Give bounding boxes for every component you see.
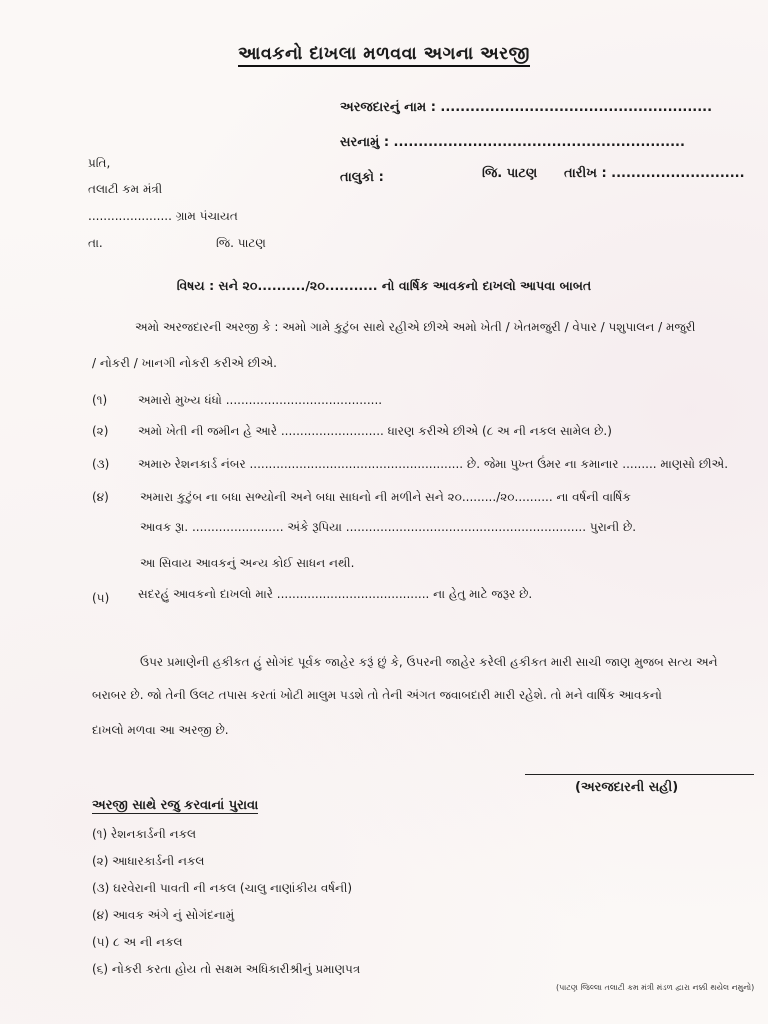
- item-text: સદરહું આવકનો દાખલો મારે ........................................ ના હેતુ માટે જરૂર છે.: [138, 587, 533, 601]
- item-text: અમારુ રેશનકાર્ડ નંબર ........................................................ છે. જેમા પુખ્ત ઉંમર ના કમાનાર ......... માણસો છીએ.: [138, 457, 729, 471]
- item-number: (૧): [92, 393, 108, 407]
- applicant-date-field: તારીખ : ...........................: [564, 166, 745, 181]
- document-item: (૩) ઘરવેરાની પાવતી ની નકલ (ચાલુ નાણાંકીય વર્ષની): [92, 881, 353, 895]
- item-number: (૪): [92, 490, 109, 504]
- footer-note: (પાટણ જિલ્લા તલાટી કમ મંત્રી મંડળ દ્વારા નક્કી થયેલ નમુનો): [556, 983, 755, 992]
- item-text: અમારા કુટુંબ ના બધા સભ્યોની અને બધા સાધનો ની મળીને સને ૨૦........./૨૦.......... ના વર્ષની વાર્ષિક: [140, 490, 631, 504]
- recipient-office: તલાટી કમ મંત્રી: [88, 182, 163, 196]
- document-item: (૨) આધારકાર્ડની નકલ: [92, 854, 205, 868]
- subject-line: વિષય : સને ૨૦........../૨૦........... નો વાર્ષિક આવકનો દાખલો આપવા બાબત: [176, 278, 592, 293]
- recipient-taluka: તા.: [88, 236, 103, 250]
- declaration-line-1: ઉપર પ્રમાણેની હકીકત હું સોગંદ પૂર્વક જાહેર કરૂં છું કે, ઉપરની જાહેર કરેલી હકીકત મારી સાચી જાણ મુજબ સત્ય અને: [140, 655, 718, 669]
- applicant-district: જિ. પાટણ: [482, 166, 538, 181]
- recipient-to: પ્રતિ,: [88, 156, 111, 170]
- item-number: (૨): [92, 424, 109, 438]
- declaration-line-2: બરાબર છે. જો તેની ઉલટ તપાસ કરતાં ખોટી માલુમ પડશે તો તેની અંગત જવાબદારી મારી રહેશે. તો મને વાર્ષિક આવકનો: [92, 688, 662, 702]
- item-number: (૩): [92, 457, 110, 471]
- intro-line-1: અમો અરજદારની અરજી કે : અમો ગામે કુટુંબ સાથે રહીએ છીએ અમો ખેતી / ખેતમજુરી / વેપાર / પશુપાલન / મજુરી: [135, 320, 696, 334]
- applicant-name-field: અરજદારનું નામ : .......................................................: [340, 100, 713, 115]
- applicant-taluka-label: તાલુકો :: [340, 170, 384, 185]
- item-number: (૫): [92, 591, 110, 605]
- documents-heading: અરજી સાથે રજુ કરવાનાં પુરાવા: [92, 798, 259, 813]
- item-text: આવક રૂા. ........................ અંકે રૂપિયા ............................................................... પુરાની છે.: [140, 520, 637, 534]
- document-item: (૫) ૮ અ ની નકલ: [92, 935, 183, 949]
- item-text: આ સિવાય આવકનું અન્ય કોઈ સાધન નથી.: [140, 556, 355, 570]
- recipient-panchayat: ...................... ગ્રામ પંચાયત: [88, 209, 238, 223]
- applicant-address-field: સરનામું : ...........................................................: [340, 135, 685, 150]
- document-item: (૪) આવક અંગે નું સોગંદનામું: [92, 908, 235, 922]
- signature-line: [525, 774, 754, 775]
- signature-label: (અરજદારની સહી): [575, 780, 679, 795]
- declaration-line-3: દાખલો મળવા આ અરજી છે.: [92, 723, 229, 737]
- item-text: અમારો મુખ્ય ધંધો .........................................: [138, 393, 383, 407]
- document-item: (૬) નોકરી કરતા હોય તો સક્ષમ અધિકારીશ્રીનું પ્રમાણપત્ર: [92, 962, 361, 976]
- intro-line-2: / નોકરી / ખાનગી નોકરી કરીએ છીએ.: [92, 356, 277, 370]
- recipient-district: જિ. પાટણ: [216, 236, 266, 250]
- item-text: અમો ખેતી ની જમીન હે આરે ........................... ધારણ કરીએ છીએ (૮ અ ની નકલ સામેલ છે.): [138, 424, 612, 438]
- form-title: આવકનો દાખલા મળવવા અગના અરજી: [0, 44, 768, 64]
- document-item: (૧) રેશનકાર્ડની નકલ: [92, 827, 197, 841]
